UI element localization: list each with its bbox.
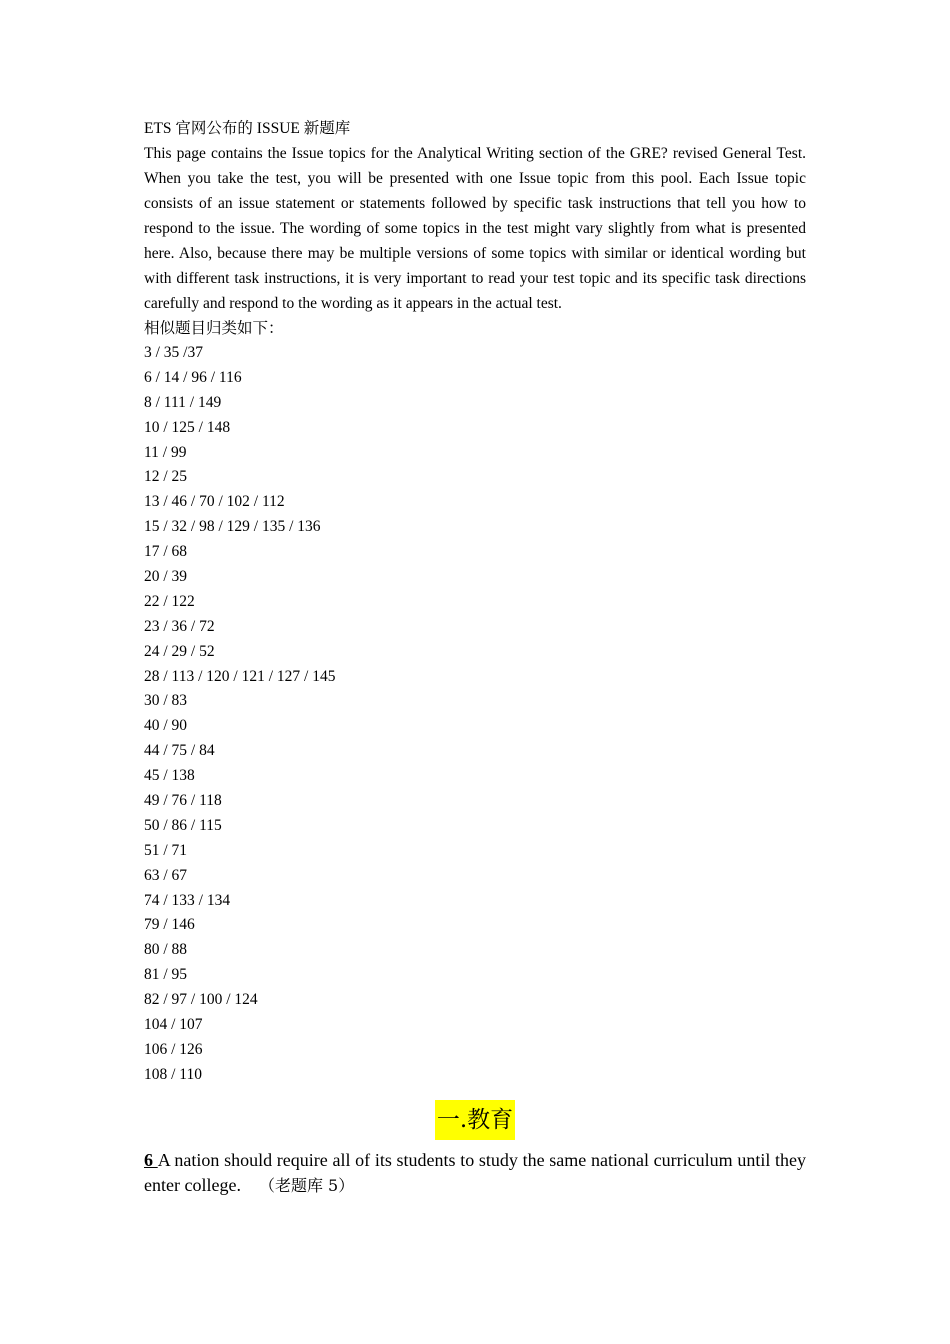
similar-topic-group: 24 / 29 / 52 bbox=[144, 642, 215, 660]
similar-topic-group: 49 / 76 / 118 bbox=[144, 792, 222, 810]
similar-topic-group: 82 / 97 / 100 / 124 bbox=[144, 991, 258, 1009]
similar-topic-group: 12 / 25 bbox=[144, 468, 188, 486]
similar-topic-group: 63 / 67 bbox=[144, 866, 188, 884]
similar-topic-group: 20 / 39 bbox=[144, 568, 188, 586]
similar-topic-group: 23 / 36 / 72 bbox=[144, 617, 215, 635]
similar-topic-group: 6 / 14 / 96 / 116 bbox=[144, 368, 242, 386]
intro-paragraph: This page contains the Issue topics for the Analytical Writing section of the GRE? revised General Test. When you take the test, you will be presented with one Issue topic from this pool. Each Issue topic consists of an issue statement or statements followed by specific task instructions that tell you how to respond to the issue. The wording of some topics in the test might vary slightly from what is presented here. Also, because there may be multiple versions of some topics with similar or identical wording but with different task instructions, it is very important to read your test topic and its specific task directions carefully and respond to the wording as it appears in the actual test. bbox=[144, 145, 806, 312]
similar-topic-group: 106 / 126 bbox=[144, 1040, 203, 1058]
document-title: ETS 官网公布的 ISSUE 新题库 bbox=[144, 120, 351, 137]
similar-topic-group: 30 / 83 bbox=[144, 692, 188, 710]
similar-topic-group: 40 / 90 bbox=[144, 717, 188, 735]
similar-topic-group: 10 / 125 / 148 bbox=[144, 418, 231, 436]
similar-topic-group: 22 / 122 bbox=[144, 592, 195, 610]
similar-topic-group: 108 / 110 bbox=[144, 1065, 202, 1083]
similar-topic-group: 50 / 86 / 115 bbox=[144, 816, 222, 834]
similar-topic-group: 17 / 68 bbox=[144, 543, 188, 561]
section-heading-education: 一.教育 bbox=[435, 1100, 515, 1140]
similar-topic-group: 74 / 133 / 134 bbox=[144, 891, 231, 909]
similar-topic-group: 13 / 46 / 70 / 102 / 112 bbox=[144, 493, 285, 511]
similar-topic-group: 51 / 71 bbox=[144, 841, 188, 859]
topic-paragraph bbox=[144, 1148, 806, 1198]
similar-topic-group: 8 / 111 / 149 bbox=[144, 393, 222, 411]
document-page bbox=[144, 116, 806, 1198]
similar-topic-group: 3 / 35 /37 bbox=[144, 344, 203, 361]
similar-topic-group: 45 / 138 bbox=[144, 767, 195, 785]
topic-number: 6 bbox=[144, 1149, 158, 1170]
similar-topic-group: 81 / 95 bbox=[144, 966, 188, 984]
section-heading-container bbox=[144, 1100, 806, 1146]
similar-topic-group: 11 / 99 bbox=[144, 443, 187, 461]
topic-text: A nation should require all of its students to study the same national curriculum until they enter college. bbox=[144, 1149, 807, 1195]
topic-note: （老题库 5） bbox=[258, 1175, 355, 1195]
similar-topic-groups-list bbox=[144, 341, 806, 1088]
similar-topic-group: 80 / 88 bbox=[144, 941, 188, 959]
similar-topic-group: 44 / 75 / 84 bbox=[144, 742, 215, 760]
similar-topic-group: 15 / 32 / 98 / 129 / 135 / 136 bbox=[144, 518, 321, 536]
similar-topics-heading: 相似题目归类如下： bbox=[144, 320, 284, 337]
similar-topic-group: 104 / 107 bbox=[144, 1016, 203, 1034]
similar-topic-group: 79 / 146 bbox=[144, 916, 195, 934]
similar-topic-group: 28 / 113 / 120 / 121 / 127 / 145 bbox=[144, 667, 336, 685]
